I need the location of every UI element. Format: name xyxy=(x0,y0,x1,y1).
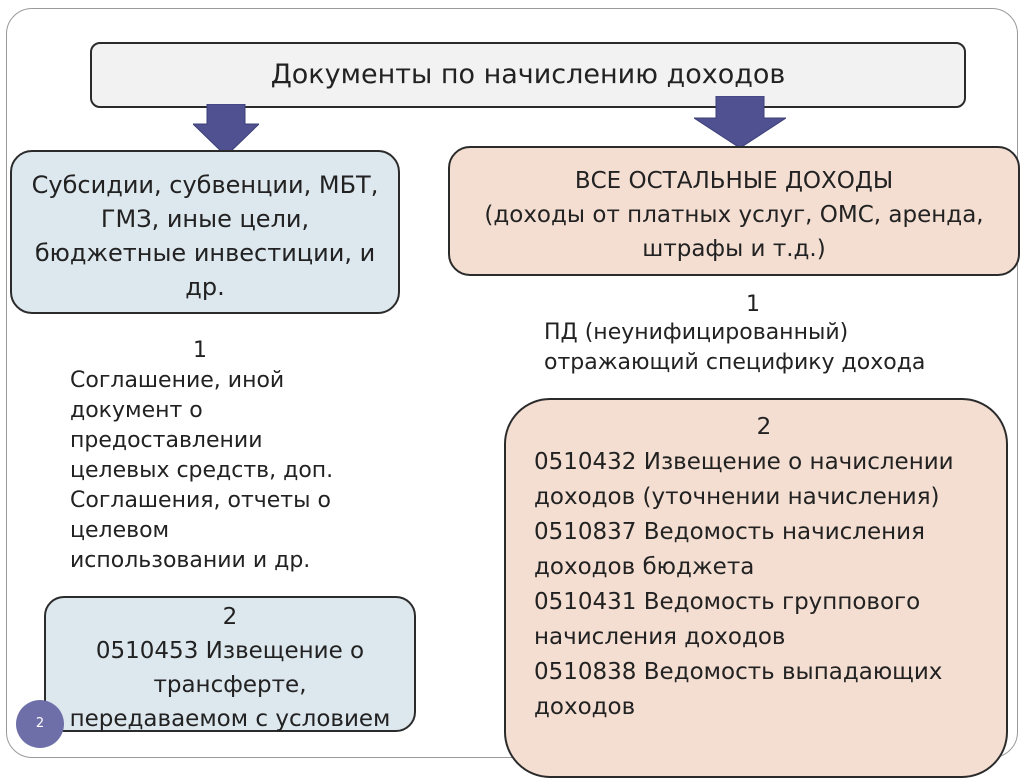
box-line: (доходы от платных услуг, ОМС, аренда, xyxy=(484,202,984,228)
box-number: 2 xyxy=(222,604,238,630)
box-number: 2 xyxy=(756,414,772,440)
box-line: 0510453 Извещение о xyxy=(95,638,365,664)
box-subsidies xyxy=(10,150,400,314)
box-line: доходов бюджета xyxy=(534,554,755,580)
text-line: ПД (неунифицированный) xyxy=(544,320,849,345)
left-step-number: 1 xyxy=(193,338,207,363)
text-line: документ о xyxy=(70,398,203,423)
text-line: предоставлении xyxy=(70,428,263,453)
box-line: доходов xyxy=(534,694,636,720)
arrow-down-right-icon xyxy=(694,96,786,148)
box-line: штрафы и т.д.) xyxy=(642,236,826,262)
right-step-number: 1 xyxy=(746,292,760,317)
text-line: Соглашение, иной xyxy=(70,368,285,393)
box-line: 0510431 Ведомость группового xyxy=(534,589,921,615)
box-line: трансферте, xyxy=(153,672,307,698)
box-line: начисления доходов xyxy=(534,624,786,650)
right-step-text xyxy=(544,318,964,378)
box-line: ГМЗ, иные цели, xyxy=(100,205,310,233)
box-line: 0510432 Извещение о начислении xyxy=(534,449,954,475)
diagram-title: Документы по начислению доходов xyxy=(90,42,966,108)
arrow-down-left-icon xyxy=(193,104,259,156)
slide-number-badge: 2 xyxy=(16,700,64,748)
text-line: Соглашения, отчеты о xyxy=(70,488,331,513)
box-line: бюджетные инвестиции, и xyxy=(34,239,376,267)
box-income-documents xyxy=(504,398,1008,778)
box-line: доходов (уточнении начисления) xyxy=(534,484,940,510)
text-line: целевом xyxy=(70,518,170,543)
box-line: Субсидии, субвенции, МБТ, xyxy=(31,171,379,199)
text-line: целевых средств, доп. xyxy=(70,458,334,483)
box-other-income xyxy=(448,146,1020,276)
box-line: др. xyxy=(185,273,225,301)
box-transfer-notice xyxy=(44,596,416,732)
box-line: 0510837 Ведомость начисления xyxy=(534,519,925,545)
box-line: 0510838 Ведомость выпадающих xyxy=(534,659,943,685)
left-step-text xyxy=(70,366,370,576)
text-line: отражающий специфику дохода xyxy=(544,350,926,375)
text-line: использовании и др. xyxy=(70,548,311,573)
box-line: передаваемом с условием xyxy=(69,706,391,732)
box-line: ВСЕ ОСТАЛЬНЫЕ ДОХОДЫ xyxy=(574,168,894,194)
